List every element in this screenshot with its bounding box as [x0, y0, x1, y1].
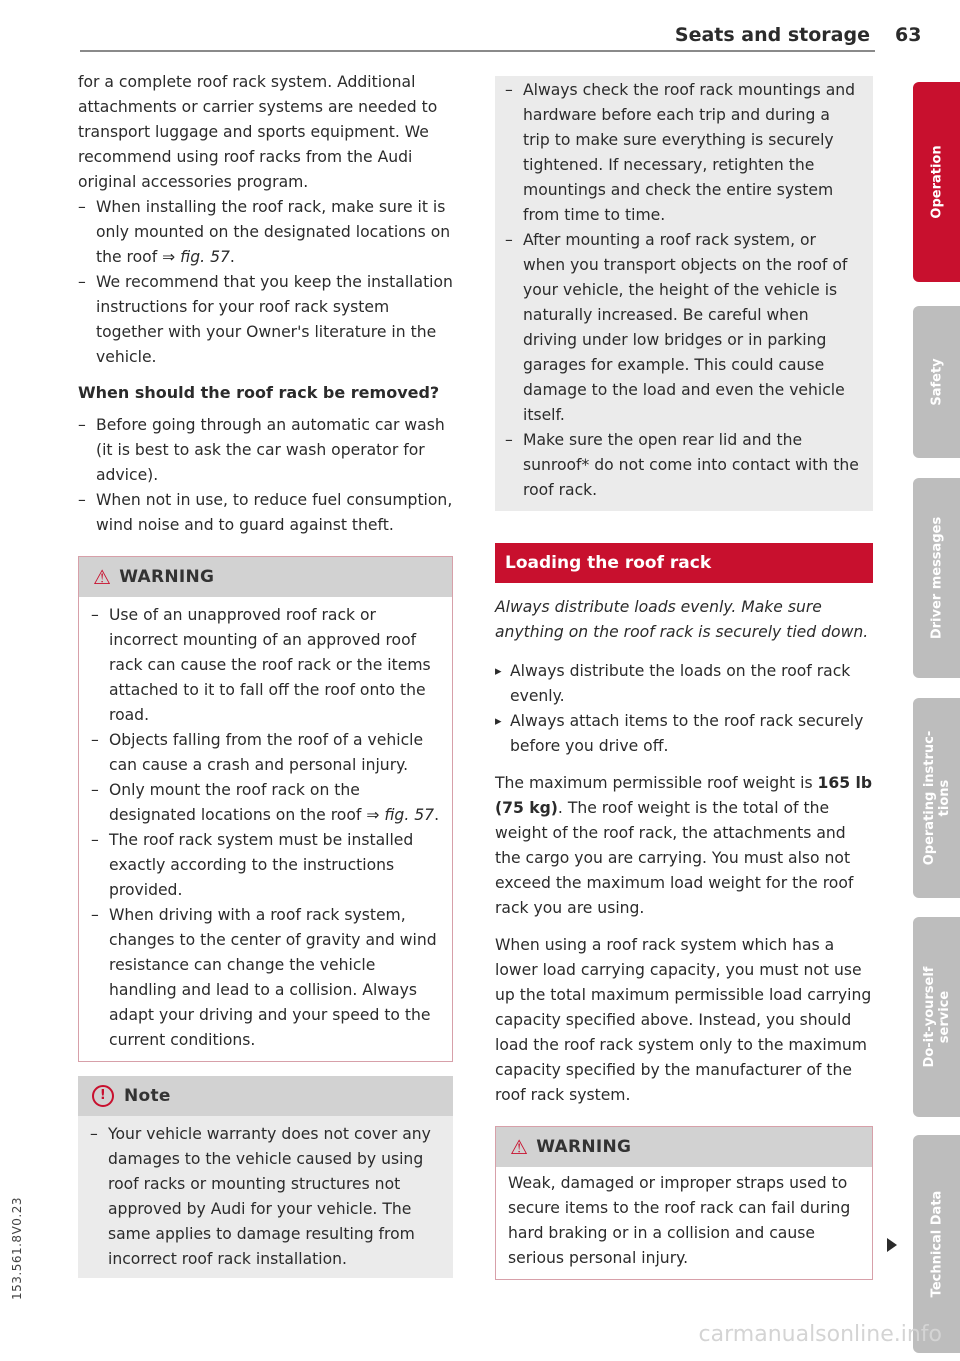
- warning-triangle-icon: ⚠: [510, 1134, 529, 1159]
- continued-warning-box: [495, 76, 873, 511]
- left-column: [78, 70, 453, 1278]
- tab-operation[interactable]: Operation: [913, 82, 960, 282]
- warning-text: Weak, damaged or improper straps used to secure items to the roof rack can fail during hard braking or in a collision and cause serious personal injury.: [508, 1174, 851, 1267]
- document-code: 153.561.8V0.23: [10, 1197, 24, 1300]
- note-header: [78, 1076, 453, 1116]
- bullet-item: – After mounting a roof rack system, or when you transport objects on the roof of your vehicle, the height of the vehicle is naturally increased. Be careful when driving under low bridges or in parking garages for example. This could cause damage to the load and even the vehicle itself.: [505, 228, 861, 428]
- tab-do-it-yourself-service[interactable]: Do-it-yourself service: [913, 917, 960, 1117]
- warning-item: – Use of an unapproved roof rack or incorrect mounting of an approved roof rack can cause the roof rack or the items attached to it to fall off the roof onto the road.: [91, 603, 440, 728]
- warning-label: WARNING: [536, 1136, 632, 1157]
- warning-item: – When driving with a roof rack system, changes to the center of gravity and wind resistance can change the vehicle handling and lead to a collision. Always adapt your driving and your speed to the current conditions.: [91, 903, 440, 1053]
- load-capacity-paragraph: When using a roof rack system which has a lower load carrying capacity, you must not use up the total maximum permissible load carrying capacity specified above. Instead, you should load the roof rack system only to the maximum capacity specified by the manufacturer of the roof rack system.: [495, 936, 872, 1104]
- subheading-removal: When should the roof rack be removed?: [78, 383, 440, 402]
- warning-label: WARNING: [119, 566, 215, 587]
- bullet-item: – When installing the roof rack, make sure it is only mounted on the designated locations on the roof ⇒ fig. 57.: [78, 195, 453, 270]
- section-intro: Always distribute loads evenly. Make sure anything on the roof rack is securely tied down.: [495, 598, 869, 641]
- warning-header: [496, 1127, 872, 1167]
- bullet-item: – Make sure the open rear lid and the sunroof* do not come into contact with the roof rack.: [505, 428, 861, 503]
- watermark: carmanualsonline.info: [698, 1322, 942, 1347]
- warning-body: [79, 597, 452, 1061]
- warning-triangle-icon: ⚠: [93, 564, 112, 589]
- note-item: – Your vehicle warranty does not cover any damages to the vehicle caused by using roof racks or mounting structures not approved by Audi for your vehicle. The same applies to damage resulting from incorrect roof rack installation.: [90, 1122, 441, 1272]
- roof-weight-value: 165 lb (75 kg): [495, 774, 873, 817]
- tab-technical-data[interactable]: Technical Data: [913, 1135, 960, 1353]
- bullet-item: – Before going through an automatic car wash (it is best to ask the car wash operator for advice).: [78, 413, 453, 488]
- figure-link[interactable]: ⇒ fig. 57: [162, 248, 230, 266]
- tab-driver-messages[interactable]: Driver messages: [913, 478, 960, 678]
- roof-weight-paragraph: The maximum permissible roof weight is 165 lb (75 kg). The roof weight is the total of the weight of the roof rack, the attachments and the cargo you are carrying. You must also not exceed the maximum load weight for the roof rack you are using.: [495, 774, 873, 917]
- step-item: ▸ Always attach items to the roof rack securely before you drive off.: [495, 709, 873, 759]
- right-column: [495, 76, 873, 1280]
- warning-item: – Only mount the roof rack on the designated locations on the roof ⇒ fig. 57.: [91, 778, 440, 828]
- install-bullets: [78, 195, 453, 370]
- bullet-item: – When not in use, to reduce fuel consumption, wind noise and to guard against theft.: [78, 488, 453, 538]
- warning-box: [78, 556, 453, 1062]
- straps-warning-box: [495, 1126, 873, 1280]
- header-rule: [80, 50, 875, 52]
- bullet-item: – We recommend that you keep the installation instructions for your roof rack system together with your Owner's literature in the vehicle.: [78, 270, 453, 370]
- figure-link[interactable]: ⇒ fig. 57: [366, 806, 435, 824]
- note-box: [78, 1076, 453, 1278]
- warning-item: – The roof rack system must be installed exactly according to the instructions provided.: [91, 828, 440, 903]
- note-info-icon: !: [92, 1085, 114, 1107]
- continue-arrow-icon: [887, 1238, 897, 1252]
- page-number: 63: [895, 24, 922, 46]
- tab-operating-instructions[interactable]: Operating instruc- tions: [913, 698, 960, 898]
- warning-body: [496, 1167, 872, 1279]
- removal-bullets: [78, 413, 453, 538]
- running-header-title: Seats and storage: [674, 24, 870, 46]
- note-label: Note: [124, 1085, 171, 1106]
- intro-paragraph: for a complete roof rack system. Additional attachments or carrier systems are needed to transport luggage and sports equipment. We recommend using roof racks from the Audi original accessories program.: [78, 73, 438, 191]
- tab-safety[interactable]: Safety: [913, 306, 960, 458]
- step-item: ▸ Always distribute the loads on the roof rack evenly.: [495, 659, 873, 709]
- bullet-item: – Always check the roof rack mountings and hardware before each trip and during a trip to make sure everything is securely tightened. If necessary, retighten the mountings and check the entire system from time to time.: [505, 78, 861, 228]
- warning-header: [79, 557, 452, 597]
- step-list: [495, 659, 873, 759]
- warning-item: – Objects falling from the roof of a vehicle can cause a crash and personal injury.: [91, 728, 440, 778]
- section-title-bar: Loading the roof rack: [495, 543, 873, 583]
- note-body: [78, 1116, 453, 1278]
